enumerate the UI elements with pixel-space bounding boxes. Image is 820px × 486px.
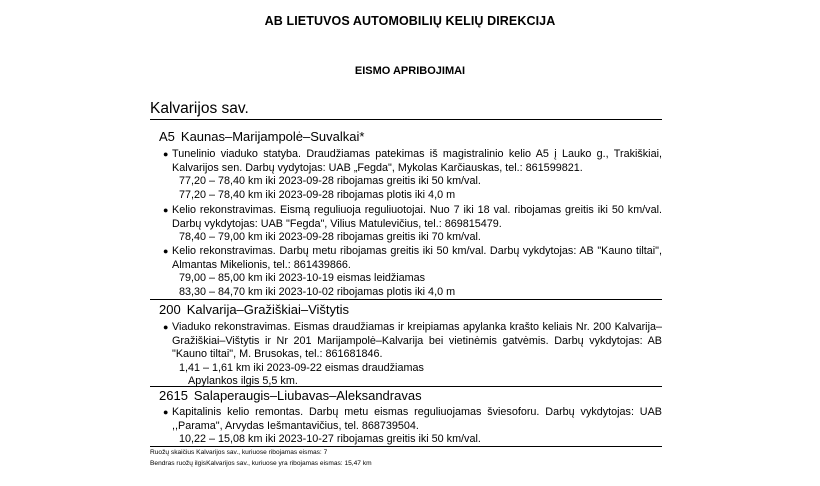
section-divider bbox=[150, 299, 662, 300]
item-description: Kelio rekonstravimas. Darbų metu ribojamas greitis iki 50 km/val. Darbų vykdytojas: AB "Kauno tiltai", Almantas Mikelionis, tel.: 861439866. bbox=[172, 245, 662, 271]
road-name: Kalvarija–Gražiškiai–Vištytis bbox=[186, 302, 350, 317]
restriction-line: 79,00 – 85,00 km iki 2023-10-19 eismas leidžiamas bbox=[179, 272, 426, 284]
road-heading-2615 bbox=[159, 388, 422, 403]
item-description: Kelio rekonstravimas. Eismą reguliuoja reguliuotojai. Nuo 7 iki 18 val. ribojamas greitis iki 50 km/val. Darbų vykdytojas: UAB "Fegda", Vilius Matulevičius, tel.: 869815479. bbox=[172, 204, 662, 230]
bullet-icon: ● bbox=[163, 322, 169, 332]
road-name: Salaperaugis–Liubavas–Aleksandravas bbox=[193, 388, 422, 403]
restriction-line: 78,40 – 79,00 km iki 2023-09-28 ribojamas greitis iki 70 km/val. bbox=[179, 231, 481, 243]
bullet-icon: ● bbox=[163, 205, 169, 215]
road-name: Kaunas–Marijampolė–Suvalkai* bbox=[180, 129, 365, 144]
restriction-item bbox=[163, 406, 662, 447]
restriction-line: 83,30 – 84,70 km iki 2023-10-02 ribojamas plotis iki 4,0 m bbox=[179, 285, 456, 298]
bullet-icon: ● bbox=[163, 246, 169, 256]
section-divider bbox=[150, 446, 662, 447]
road-code: 2615 bbox=[159, 388, 188, 403]
footer-total-length: Bendras ruožų ilgisKalvarijos sav., kuriuose yra ribojamas eismas: 15,47 km bbox=[150, 460, 372, 467]
restriction-line: 77,20 – 78,40 km iki 2023-09-28 ribojamas plotis iki 4,0 m bbox=[179, 188, 456, 201]
bullet-icon: ● bbox=[163, 149, 169, 159]
footer-segment-count: Ruožų skaičius Kalvarijos sav., kuriuose ribojamas eismas: 7 bbox=[150, 449, 328, 456]
section-divider bbox=[150, 386, 662, 387]
section-divider bbox=[150, 119, 662, 120]
restriction-item bbox=[163, 245, 662, 299]
organization-header: AB LIETUVOS AUTOMOBILIŲ KELIŲ DIREKCIJA bbox=[264, 14, 556, 28]
bullet-icon: ● bbox=[163, 407, 169, 417]
road-heading-200 bbox=[159, 302, 349, 317]
restriction-item bbox=[163, 321, 662, 389]
restriction-line: 10,22 – 15,08 km iki 2023-10-27 ribojamas greitis iki 50 km/val. bbox=[179, 433, 481, 445]
road-heading-a5 bbox=[159, 129, 364, 144]
restriction-item bbox=[163, 204, 662, 245]
restriction-line: Apylankos ilgis 5,5 km. bbox=[188, 375, 298, 387]
restriction-item bbox=[163, 148, 662, 202]
road-code: 200 bbox=[159, 302, 181, 317]
item-description: Viaduko rekonstravimas. Eismas draudžiamas ir kreipiamas apylanka krašto keliais Nr. 200 Kalvarija–Gražiškiai–Vištytis ir Nr 201 Marijampolė–Kalvarija bei vietinėmis gatvėmis. Darbų vykdytojas: AB "Kauno tiltai", M. Brusokas, tel.: 861681846. bbox=[172, 321, 662, 360]
document-title: EISMO APRIBOJIMAI bbox=[354, 65, 466, 77]
municipality-heading: Kalvarijos sav. bbox=[150, 100, 249, 117]
item-description: Kapitalinis kelio remontas. Darbų metu eismas reguliuojamas šviesoforu. Darbų vykdytojas: UAB ,,Parama", Arvydas Iešmantavičius, tel. 868739504. bbox=[172, 406, 662, 432]
restriction-line: 1,41 – 1,61 km iki 2023-09-22 eismas draudžiamas bbox=[179, 361, 424, 374]
restriction-line: 77,20 – 78,40 km iki 2023-09-28 ribojamas greitis iki 50 km/val. bbox=[179, 175, 481, 187]
road-code: A5 bbox=[159, 129, 175, 144]
item-description: Tunelinio viaduko statyba. Draudžiamas patekimas iš magistralinio kelio A5 į Lauko g., Trakiškiai, Kalvarijos sen. Darbų vydytojas: UAB „Fegda", Mykolas Karčiauskas, tel.: 861599821. bbox=[172, 148, 662, 174]
